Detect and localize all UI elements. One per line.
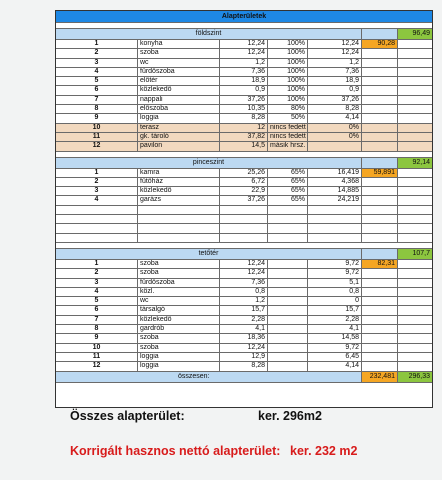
- room-effective-area: 18,9: [308, 77, 362, 85]
- table-row: [56, 114, 432, 123]
- room-ratio: nincs fedett: [268, 133, 308, 141]
- table-row: [56, 306, 432, 315]
- row-total-empty: [398, 169, 432, 177]
- room-name: [138, 234, 220, 242]
- row-total-empty: [398, 40, 432, 48]
- row-number: 3: [56, 187, 138, 195]
- room-effective-area: 5,1: [308, 279, 362, 287]
- table-row: [56, 59, 432, 68]
- room-ratio: 100%: [268, 68, 308, 76]
- row-total-empty: [398, 224, 432, 232]
- room-area: [220, 234, 268, 242]
- row-number: 4: [56, 68, 138, 76]
- row-total-empty: [398, 124, 432, 132]
- row-total-empty: [398, 114, 432, 122]
- room-area: 12,24: [220, 344, 268, 352]
- section-subtotal: [362, 49, 398, 57]
- room-area: [220, 224, 268, 232]
- row-total-empty: [398, 269, 432, 277]
- room-ratio: 50%: [268, 114, 308, 122]
- room-effective-area: 0,9: [308, 86, 362, 94]
- room-effective-area: [308, 215, 362, 223]
- room-area: 18,9: [220, 77, 268, 85]
- row-number: 1: [56, 40, 138, 48]
- room-name: gk. tároló: [138, 133, 220, 141]
- room-ratio: 100%: [268, 49, 308, 57]
- room-name: szoba: [138, 49, 220, 57]
- room-name: [138, 215, 220, 223]
- row-number: 10: [56, 344, 138, 352]
- row-number: 3: [56, 279, 138, 287]
- room-effective-area: [308, 224, 362, 232]
- row-number: 9: [56, 334, 138, 342]
- room-area: 12,9: [220, 353, 268, 361]
- room-name: szoba: [138, 269, 220, 277]
- row-number: 1: [56, 169, 138, 177]
- row-number: [56, 206, 138, 214]
- row-total-empty: [398, 142, 432, 150]
- section-total: 96,49: [398, 29, 432, 39]
- table-row: [56, 124, 432, 133]
- room-effective-area: 14,885: [308, 187, 362, 195]
- table-row: [56, 133, 432, 142]
- table-row: [56, 279, 432, 288]
- table-row: [56, 96, 432, 105]
- net-area-label: Korrigált hasznos nettó alapterület:: [70, 444, 281, 458]
- room-effective-area: 1,2: [308, 59, 362, 67]
- row-total-empty: [398, 105, 432, 113]
- room-name: wc: [138, 59, 220, 67]
- spacer-cell: [56, 152, 432, 157]
- row-total-empty: [398, 325, 432, 333]
- room-name: loggia: [138, 353, 220, 361]
- row-total-empty: [398, 362, 432, 370]
- room-ratio: [268, 234, 308, 242]
- room-name: kamra: [138, 169, 220, 177]
- room-ratio: nincs fedett: [268, 124, 308, 132]
- room-effective-area: 9,72: [308, 344, 362, 352]
- room-area: 12,24: [220, 49, 268, 57]
- row-number: 2: [56, 49, 138, 57]
- table-row: [56, 206, 432, 215]
- room-name: közlekedő: [138, 187, 220, 195]
- room-effective-area: [308, 206, 362, 214]
- section-subtotal: [362, 142, 398, 150]
- footer-sum: 232,481: [362, 372, 398, 382]
- table-row: [56, 215, 432, 224]
- section-subtotal: [362, 77, 398, 85]
- room-area: 37,82: [220, 133, 268, 141]
- section-sum-empty: [362, 249, 398, 259]
- room-ratio: 100%: [268, 86, 308, 94]
- room-name: közl.: [138, 288, 220, 296]
- row-total-empty: [398, 96, 432, 104]
- room-ratio: 80%: [268, 105, 308, 113]
- room-name: társalgó: [138, 306, 220, 314]
- room-area: 18,36: [220, 334, 268, 342]
- row-number: [56, 215, 138, 223]
- table-row: [56, 269, 432, 278]
- table-row: [56, 325, 432, 334]
- table-row: [56, 224, 432, 233]
- room-area: 4,1: [220, 325, 268, 333]
- room-ratio: 100%: [268, 96, 308, 104]
- room-area: 1,2: [220, 59, 268, 67]
- footer-total: 296,33: [398, 372, 432, 382]
- room-ratio: másik hrsz.: [268, 142, 308, 150]
- section-header-2: [56, 249, 432, 260]
- row-total-empty: [398, 260, 432, 268]
- row-number: 8: [56, 325, 138, 333]
- row-number: 5: [56, 77, 138, 85]
- room-area: 7,36: [220, 279, 268, 287]
- room-area: 12: [220, 124, 268, 132]
- section-name: tetőtér: [56, 249, 362, 259]
- table-row: [56, 68, 432, 77]
- row-total-empty: [398, 86, 432, 94]
- room-ratio: [268, 325, 308, 333]
- room-name: konyha: [138, 40, 220, 48]
- section-subtotal: [362, 96, 398, 104]
- room-effective-area: [308, 234, 362, 242]
- area-table: [55, 10, 433, 408]
- room-name: szoba: [138, 334, 220, 342]
- table-row: [56, 169, 432, 178]
- row-total-empty: [398, 279, 432, 287]
- room-area: 12,24: [220, 269, 268, 277]
- footer-row: [56, 372, 432, 383]
- row-total-empty: [398, 316, 432, 324]
- room-effective-area: 0%: [308, 133, 362, 141]
- section-subtotal: [362, 344, 398, 352]
- section-subtotal: [362, 288, 398, 296]
- section-sum-empty: [362, 29, 398, 39]
- room-area: 8,28: [220, 362, 268, 370]
- row-total-empty: [398, 77, 432, 85]
- room-area: 0,8: [220, 288, 268, 296]
- room-area: 15,7: [220, 306, 268, 314]
- section-subtotal: [362, 316, 398, 324]
- room-ratio: [268, 334, 308, 342]
- room-area: 25,26: [220, 169, 268, 177]
- section-subtotal: [362, 334, 398, 342]
- row-total-empty: [398, 68, 432, 76]
- row-total-empty: [398, 344, 432, 352]
- net-area-summary: [70, 444, 440, 460]
- room-area: 10,35: [220, 105, 268, 113]
- room-area: 0,9: [220, 86, 268, 94]
- section-subtotal: [362, 114, 398, 122]
- row-total-empty: [398, 288, 432, 296]
- row-total-empty: [398, 133, 432, 141]
- room-effective-area: 14,58: [308, 334, 362, 342]
- table-row: [56, 86, 432, 95]
- room-name: loggia: [138, 362, 220, 370]
- row-number: 12: [56, 362, 138, 370]
- table-body: [56, 29, 432, 372]
- room-effective-area: 24,219: [308, 196, 362, 204]
- room-area: 22,9: [220, 187, 268, 195]
- room-name: gardrób: [138, 325, 220, 333]
- row-total-empty: [398, 187, 432, 195]
- section-subtotal: [362, 206, 398, 214]
- section-subtotal: [362, 105, 398, 113]
- room-ratio: [268, 288, 308, 296]
- row-number: 11: [56, 353, 138, 361]
- room-ratio: 100%: [268, 40, 308, 48]
- room-name: pavilon: [138, 142, 220, 150]
- room-effective-area: [308, 142, 362, 150]
- table-row: [56, 49, 432, 58]
- section-name: pinceszint: [56, 158, 362, 168]
- section-subtotal: [362, 187, 398, 195]
- row-number: 2: [56, 178, 138, 186]
- room-area: 37,26: [220, 196, 268, 204]
- room-name: nappali: [138, 96, 220, 104]
- row-number: [56, 224, 138, 232]
- spacer-cell: [56, 243, 432, 248]
- row-total-empty: [398, 49, 432, 57]
- room-ratio: [268, 362, 308, 370]
- room-ratio: [268, 297, 308, 305]
- row-total-empty: [398, 297, 432, 305]
- room-effective-area: 12,24: [308, 40, 362, 48]
- section-subtotal: [362, 133, 398, 141]
- room-area: [220, 206, 268, 214]
- section-subtotal: [362, 306, 398, 314]
- room-name: előtér: [138, 77, 220, 85]
- room-ratio: [268, 260, 308, 268]
- row-total-empty: [398, 234, 432, 242]
- section-subtotal: [362, 124, 398, 132]
- section-subtotal: 82,31: [362, 260, 398, 268]
- row-number: 10: [56, 124, 138, 132]
- row-number: 2: [56, 269, 138, 277]
- row-total-empty: [398, 196, 432, 204]
- section-subtotal: 59,891: [362, 169, 398, 177]
- room-effective-area: 6,45: [308, 353, 362, 361]
- room-name: közlekedő: [138, 86, 220, 94]
- row-total-empty: [398, 178, 432, 186]
- section-subtotal: [362, 234, 398, 242]
- table-row: [56, 178, 432, 187]
- row-number: 6: [56, 306, 138, 314]
- section-subtotal: [362, 86, 398, 94]
- room-name: loggia: [138, 114, 220, 122]
- section-subtotal: [362, 269, 398, 277]
- room-ratio: [268, 344, 308, 352]
- room-name: [138, 206, 220, 214]
- section-header-1: [56, 158, 432, 169]
- table-row: [56, 77, 432, 86]
- table-row: [56, 297, 432, 306]
- section-subtotal: [362, 279, 398, 287]
- section-subtotal: [362, 68, 398, 76]
- room-name: fűtőház: [138, 178, 220, 186]
- room-effective-area: 37,26: [308, 96, 362, 104]
- table-row: [56, 334, 432, 343]
- room-area: 37,26: [220, 96, 268, 104]
- room-area: 7,36: [220, 68, 268, 76]
- section-subtotal: [362, 325, 398, 333]
- table-row: [56, 196, 432, 205]
- total-area-summary: [70, 409, 430, 425]
- section-total: 107,7: [398, 249, 432, 259]
- table-row: [56, 234, 432, 243]
- section-subtotal: [362, 224, 398, 232]
- row-total-empty: [398, 206, 432, 214]
- room-ratio: 65%: [268, 187, 308, 195]
- room-ratio: 65%: [268, 178, 308, 186]
- room-name: terasz: [138, 124, 220, 132]
- table-row: [56, 40, 432, 49]
- row-number: 6: [56, 86, 138, 94]
- table-row: [56, 105, 432, 114]
- table-row: [56, 353, 432, 362]
- room-effective-area: 4,14: [308, 114, 362, 122]
- room-effective-area: 8,28: [308, 105, 362, 113]
- row-total-empty: [398, 353, 432, 361]
- room-name: wc: [138, 297, 220, 305]
- room-area: 14,5: [220, 142, 268, 150]
- row-number: 5: [56, 297, 138, 305]
- room-effective-area: 9,72: [308, 269, 362, 277]
- row-total-empty: [398, 334, 432, 342]
- room-ratio: [268, 306, 308, 314]
- table-row: [56, 316, 432, 325]
- row-number: 12: [56, 142, 138, 150]
- room-ratio: 100%: [268, 59, 308, 67]
- room-effective-area: 4,14: [308, 362, 362, 370]
- room-area: 2,28: [220, 316, 268, 324]
- room-effective-area: 4,368: [308, 178, 362, 186]
- room-ratio: [268, 316, 308, 324]
- table-row: [56, 362, 432, 371]
- room-effective-area: 2,28: [308, 316, 362, 324]
- row-total-empty: [398, 59, 432, 67]
- room-effective-area: 0: [308, 297, 362, 305]
- row-number: 4: [56, 196, 138, 204]
- room-name: [138, 224, 220, 232]
- room-area: 1,2: [220, 297, 268, 305]
- row-total-empty: [398, 215, 432, 223]
- row-number: 11: [56, 133, 138, 141]
- section-subtotal: [362, 59, 398, 67]
- room-ratio: [268, 353, 308, 361]
- room-name: előszoba: [138, 105, 220, 113]
- table-row: [56, 187, 432, 196]
- row-number: 4: [56, 288, 138, 296]
- room-area: 12,24: [220, 40, 268, 48]
- table-row: [56, 288, 432, 297]
- row-number: [56, 234, 138, 242]
- section-subtotal: [362, 353, 398, 361]
- table-title-row: [56, 11, 432, 23]
- section-name: földszint: [56, 29, 362, 39]
- row-number: 1: [56, 260, 138, 268]
- room-effective-area: 15,7: [308, 306, 362, 314]
- section-subtotal: [362, 297, 398, 305]
- room-effective-area: 0%: [308, 124, 362, 132]
- section-subtotal: [362, 178, 398, 186]
- net-area-value: ker. 232 m2: [290, 444, 358, 458]
- table-row: [56, 142, 432, 151]
- room-ratio: 65%: [268, 169, 308, 177]
- table-row: [56, 260, 432, 269]
- section-subtotal: [362, 362, 398, 370]
- room-effective-area: 9,72: [308, 260, 362, 268]
- room-ratio: 100%: [268, 77, 308, 85]
- room-area: 12,24: [220, 260, 268, 268]
- room-name: garázs: [138, 196, 220, 204]
- table-title: Alapterületek: [221, 13, 267, 20]
- total-area-value: ker. 296m2: [258, 409, 322, 423]
- row-number: 8: [56, 105, 138, 113]
- section-subtotal: [362, 215, 398, 223]
- row-number: 3: [56, 59, 138, 67]
- room-name: szoba: [138, 344, 220, 352]
- room-ratio: 65%: [268, 196, 308, 204]
- row-number: 7: [56, 96, 138, 104]
- room-ratio: [268, 215, 308, 223]
- room-area: [220, 215, 268, 223]
- row-number: 9: [56, 114, 138, 122]
- table-row: [56, 344, 432, 353]
- room-name: fürdőszoba: [138, 68, 220, 76]
- room-ratio: [268, 269, 308, 277]
- section-sum-empty: [362, 158, 398, 168]
- row-total-empty: [398, 306, 432, 314]
- room-area: 8,28: [220, 114, 268, 122]
- room-effective-area: 0,8: [308, 288, 362, 296]
- row-number: 7: [56, 316, 138, 324]
- section-total: 92,14: [398, 158, 432, 168]
- room-ratio: [268, 279, 308, 287]
- room-area: 6,72: [220, 178, 268, 186]
- room-ratio: [268, 224, 308, 232]
- section-subtotal: [362, 196, 398, 204]
- room-effective-area: 4,1: [308, 325, 362, 333]
- room-name: szoba: [138, 260, 220, 268]
- room-name: közlekedő: [138, 316, 220, 324]
- section-header-0: [56, 29, 432, 40]
- footer-label: összesen:: [56, 372, 362, 382]
- room-ratio: [268, 206, 308, 214]
- room-effective-area: 7,36: [308, 68, 362, 76]
- room-effective-area: 16,419: [308, 169, 362, 177]
- total-area-label: Összes alapterület:: [70, 409, 185, 423]
- room-name: fürdőszoba: [138, 279, 220, 287]
- room-effective-area: 12,24: [308, 49, 362, 57]
- section-subtotal: 90,28: [362, 40, 398, 48]
